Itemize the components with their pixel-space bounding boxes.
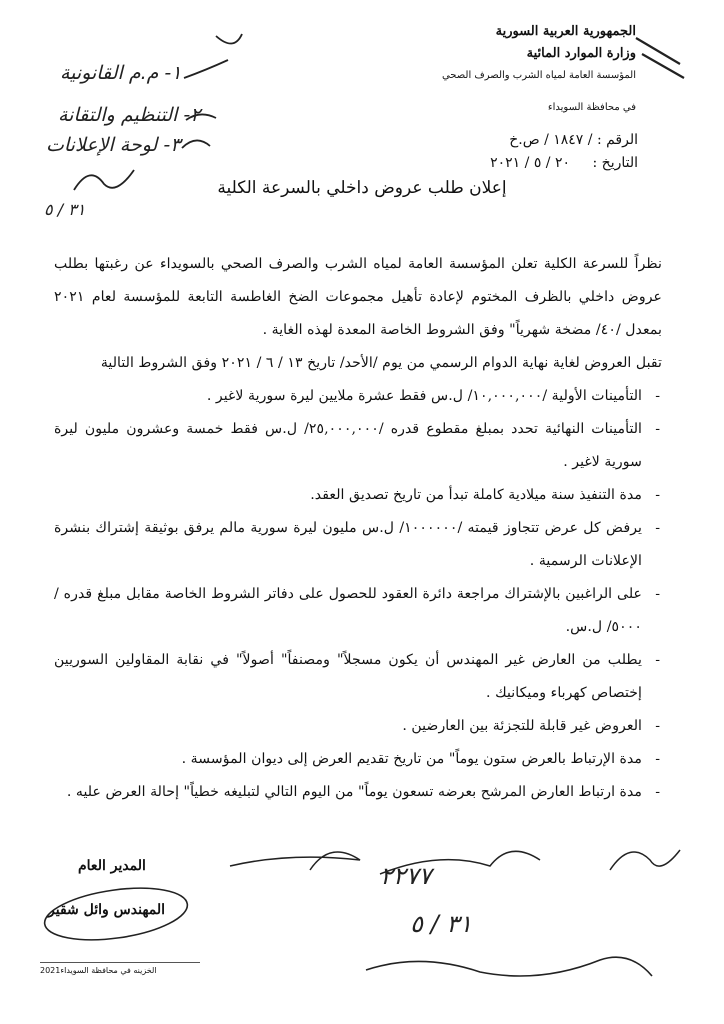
- reference-date-label: التاريخ :: [592, 155, 638, 171]
- condition-item: - مدة ارتباط العارض المرشح بعرضه تسعون يوماً" من اليوم التالي لتبليغه خطياً" إحالة العرض عليه .: [54, 776, 662, 809]
- signature-loop-icon: [34, 880, 194, 950]
- condition-item: - التأمينات النهائية تحدد بمبلغ مقطوع قدره /٢٥,٠٠٠,٠٠٠/ ل.س فقط خمسة وعشرون مليون ليرة سورية لاغير .: [54, 413, 662, 479]
- handwritten-note-3: ٣- لوحة الإعلانات: [46, 134, 181, 156]
- reference-date: [490, 155, 638, 171]
- condition-item: - يرفض كل عرض تتجاوز قيمته /١٠٠٠٠٠٠/ ل.س مليون ليرة سورية مالم يرفق بوثيقة إشتراك بنشرة الإعلانات الرسمية .: [54, 512, 662, 578]
- condition-item: - يطلب من العارض غير المهندس أن يكون مسجلاً" ومصنفاً" أصولاً" في نقابة المقاولين السوريين إختصاص كهرباء وميكانيك .: [54, 644, 662, 710]
- handwritten-footer-number: ٢٢٧٧: [380, 862, 432, 890]
- conditions-list: [54, 380, 662, 809]
- letterhead-ministry: وزارة الموارد المائية: [526, 46, 636, 61]
- condition-item: - العروض غير قابلة للتجزئة بين العارضين .: [54, 710, 662, 743]
- handwritten-fraction: ٣١ / ٥: [44, 200, 86, 219]
- handwritten-footer-date: ٣١ / ٥: [410, 910, 473, 938]
- announcement-body: [54, 248, 662, 809]
- reference-number-label: الرقم :: [596, 132, 638, 148]
- reference-number-value: / ١٨٤٧ / ص.خ: [509, 132, 593, 148]
- announcement-intro: نظراً للسرعة الكلية تعلن المؤسسة العامة لمياه الشرب والصرف الصحي بالسويداء عن رغبتها بطلب عروض داخلي بالظرف المختوم لإعادة تأهيل مجموعات الضخ الغاطسة التابعة للمؤسسة لعام ٢٠٢١ بمعدل /٤٠/ مضخة شهرياً" وفق الشروط الخاصة المعدة لهذه الغاية .: [54, 256, 662, 338]
- handwritten-strokes-icon: [176, 30, 256, 150]
- condition-item: - مدة التنفيذ سنة ميلادية كاملة تبدأ من تاريخ تصديق العقد.: [54, 479, 662, 512]
- signatory-position: المدير العام: [78, 858, 146, 874]
- announcement-acceptance: تقبل العروض لغاية نهاية الدوام الرسمي من يوم /الأحد/ تاريخ ١٣ / ٦ / ٢٠٢١ وفق الشروط التالية: [100, 355, 662, 371]
- reference-date-value: ٢٠ / ٥ / ٢٠٢١: [490, 155, 571, 171]
- footer-note: 2021الخزينه في محافظة السويداء: [40, 966, 157, 975]
- handwritten-note-2: ٢- التنظيم والتقانة: [58, 104, 201, 126]
- announcement-title: إعلان طلب عروض داخلي بالسرعة الكلية: [217, 178, 507, 198]
- signatory-name: المهندس وائل شقير: [48, 902, 166, 918]
- condition-item: - على الراغبين بالإشتراك مراجعة دائرة العقود للحصول على دفاتر الشروط الخاصة مقابل مبلغ قدره /٥٠٠٠/ ل.س.: [54, 578, 662, 644]
- signature-scribbles-icon: [210, 830, 690, 910]
- letterhead-governorate: في محافظة السويداء: [547, 102, 636, 113]
- letterhead-republic: الجمهورية العربية السورية: [495, 24, 636, 39]
- handwritten-note-1: ١- م.م القانونية: [60, 62, 182, 84]
- letterhead-corporation: المؤسسة العامة لمياه الشرب والصرف الصحي: [441, 70, 636, 81]
- footer-divider: [40, 962, 200, 963]
- letterhead-scribble-icon: [632, 34, 688, 82]
- handwritten-footer-stroke-icon: [360, 940, 660, 990]
- condition-item: - التأمينات الأولية /١٠,٠٠٠,٠٠٠/ ل.س فقط عشرة ملايين ليرة سورية لاغير .: [54, 380, 662, 413]
- condition-item: - مدة الإرتباط بالعرض ستون يوماً" من تاريخ تقديم العرض إلى ديوان المؤسسة .: [54, 743, 662, 776]
- reference-number: [509, 132, 638, 148]
